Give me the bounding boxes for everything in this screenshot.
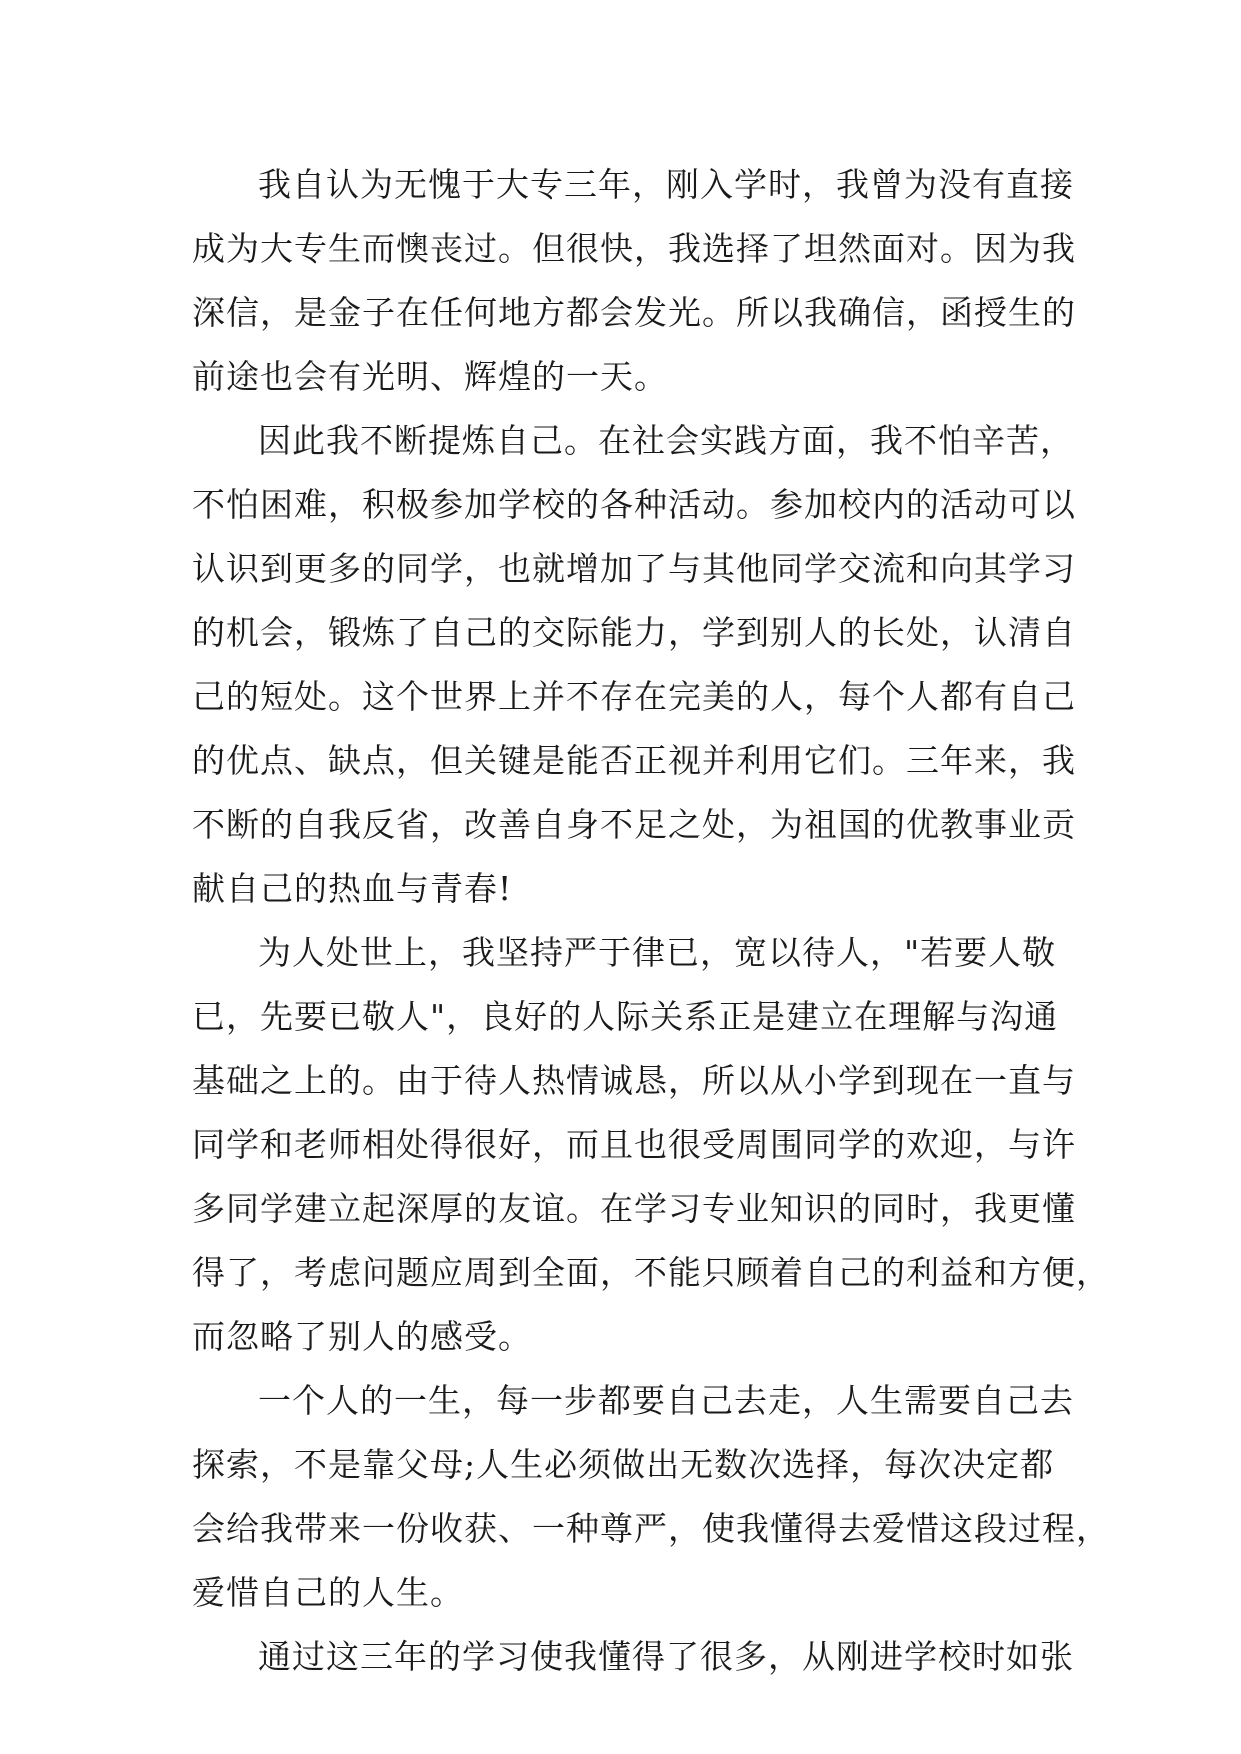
paragraph-3-line-6: 得了，考虑问题应周到全面，不能只顾着自己的利益和方便，: [192, 1253, 1110, 1292]
paragraph-2-line-6: 的优点、缺点，但关键是能否正视并利用它们。三年来，我: [192, 741, 1076, 780]
paragraph-3-line-2: 已，先要已敬人"，良好的人际关系正是建立在理解与沟通: [192, 997, 1059, 1036]
paragraph-2-line-7: 不断的自我反省，改善自身不足之处，为祖国的优教事业贡: [192, 805, 1076, 844]
paragraph-1-line-2: 成为大专生而懊丧过。但很快，我选择了坦然面对。因为我: [192, 229, 1076, 268]
paragraph-5-line-1: 通过这三年的学习使我懂得了很多，从刚进学校时如张: [258, 1637, 1074, 1676]
paragraph-2-line-5: 己的短处。这个世界上并不存在完美的人，每个人都有自己: [192, 677, 1076, 716]
paragraph-3-line-4: 同学和老师相处得很好，而且也很受周围同学的欢迎，与许: [192, 1125, 1076, 1164]
paragraph-1-line-4: 前途也会有光明、辉煌的一天。: [192, 357, 668, 396]
paragraph-2-line-2: 不怕困难，积极参加学校的各种活动。参加校内的活动可以: [192, 485, 1076, 524]
paragraph-1-line-3: 深信，是金子在任何地方都会发光。所以我确信，函授生的: [192, 293, 1076, 332]
paragraph-4-line-4: 爱惜自己的人生。: [192, 1573, 464, 1612]
paragraph-3-line-5: 多同学建立起深厚的友谊。在学习专业知识的同时，我更懂: [192, 1189, 1076, 1228]
paragraph-4-line-2: 探索，不是靠父母;人生必须做出无数次选择，每次决定都: [192, 1445, 1055, 1484]
paragraph-2-line-4: 的机会，锻炼了自己的交际能力，学到别人的长处，认清自: [192, 613, 1076, 652]
paragraph-3-line-1: 为人处世上，我坚持严于律已，宽以待人，"若要人敬: [258, 933, 1057, 972]
document-body: [192, 153, 1110, 1689]
paragraph-3-line-7: 而忽略了别人的感受。: [192, 1317, 532, 1356]
paragraph-4-line-1: 一个人的一生，每一步都要自己去走，人生需要自己去: [258, 1381, 1074, 1420]
paragraph-4-line-3: 会给我带来一份收获、一种尊严，使我懂得去爱惜这段过程，: [192, 1509, 1110, 1548]
paragraph-2-line-3: 认识到更多的同学，也就增加了与其他同学交流和向其学习: [192, 549, 1076, 588]
paragraph-2-line-8: 献自己的热血与青春!: [192, 869, 513, 908]
paragraph-3-line-3: 基础之上的。由于待人热情诚恳，所以从小学到现在一直与: [192, 1061, 1076, 1100]
paragraph-2-line-1: 因此我不断提炼自己。在社会实践方面，我不怕辛苦，: [258, 421, 1074, 460]
paragraph-1-line-1: 我自认为无愧于大专三年，刚入学时，我曾为没有直接: [258, 165, 1074, 204]
